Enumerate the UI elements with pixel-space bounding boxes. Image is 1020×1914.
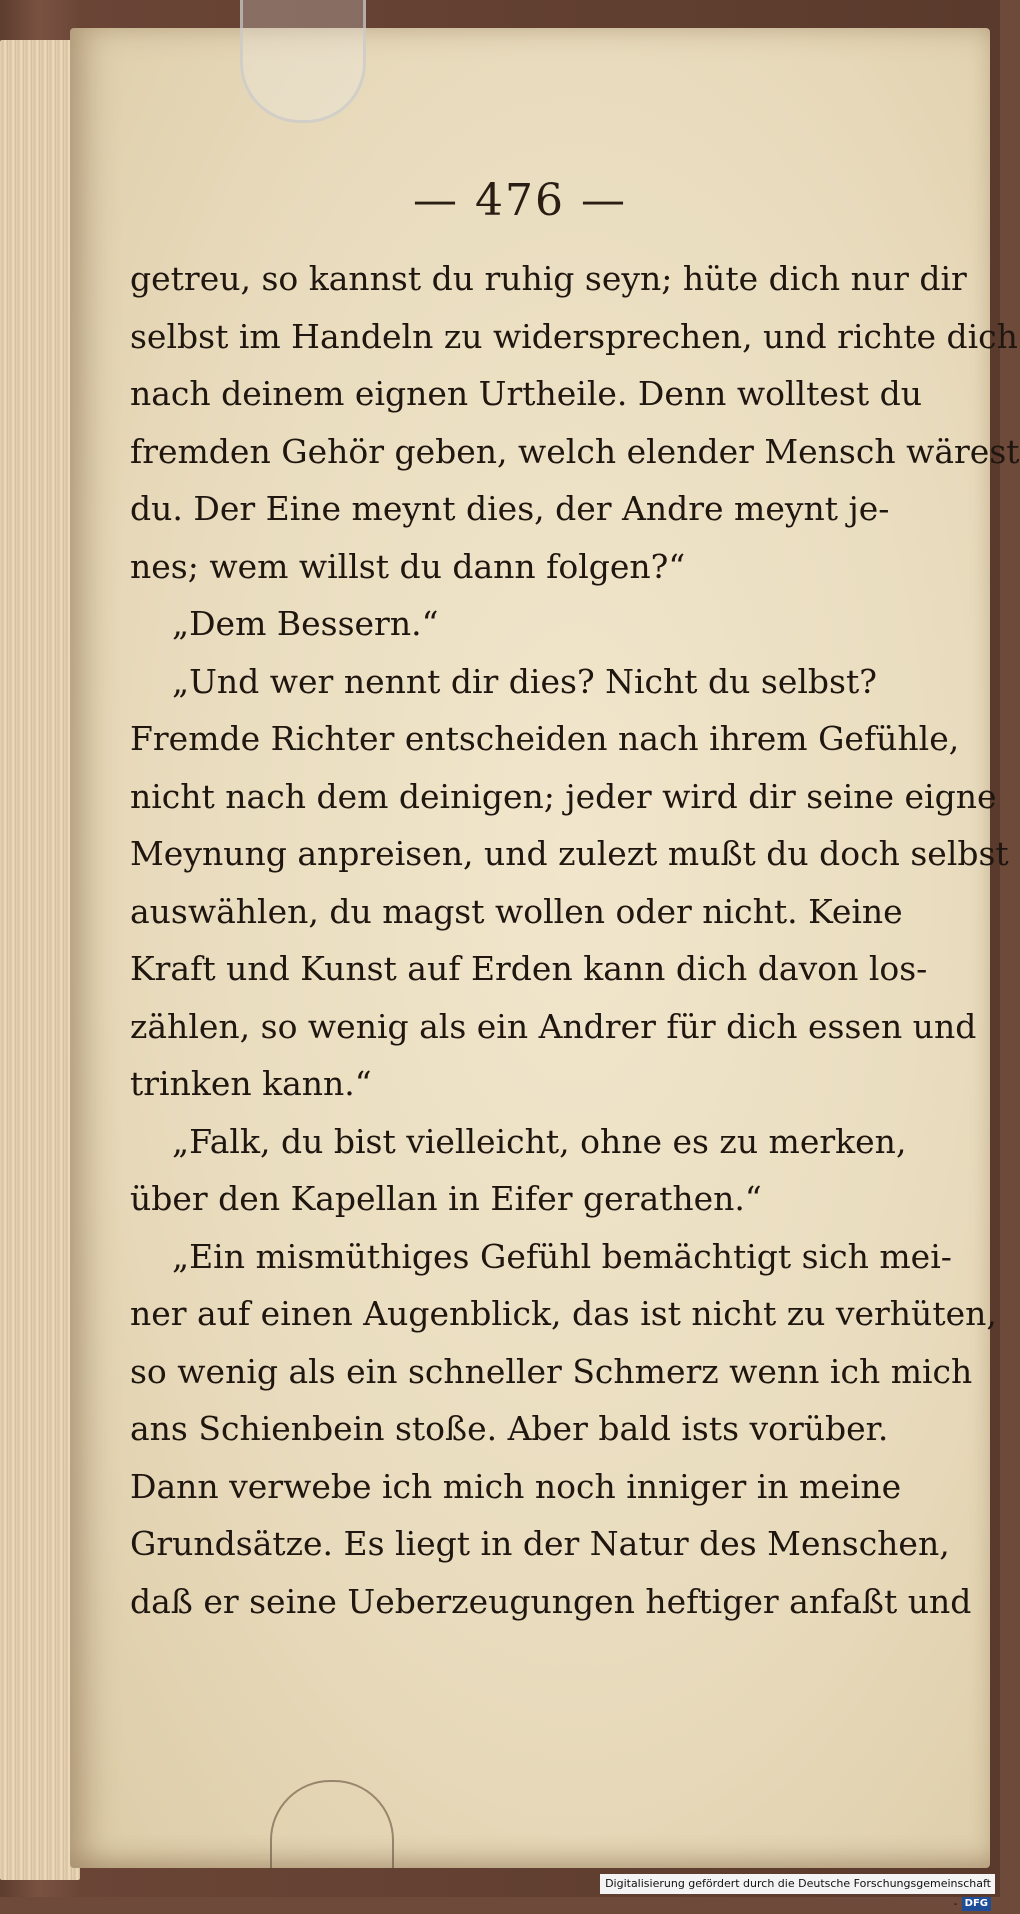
dfg-logo: DFG bbox=[962, 1897, 991, 1911]
text-line: so wenig als ein schneller Schmerz wenn ich mich bbox=[130, 1351, 973, 1391]
text-line: zählen, so wenig als ein Andrer für dich essen und bbox=[130, 1006, 977, 1046]
page-clip bbox=[240, 0, 366, 123]
digitization-credit bbox=[600, 1874, 995, 1910]
text-line: nicht nach dem deinigen; jeder wird dir seine eigne bbox=[130, 776, 997, 816]
text-line: nach deinem eignen Urtheile. Denn wolltest du bbox=[130, 374, 922, 413]
page-edges bbox=[0, 40, 80, 1880]
page-number: — 476 — bbox=[413, 175, 627, 226]
text-line: fremden Gehör geben, welch elender Mensch wärest bbox=[130, 431, 1020, 471]
text-line: ner auf einen Augenblick, das ist nicht zu verhüten, bbox=[130, 1294, 997, 1333]
text-line: „Ein mismüthiges Gefühl bemächtigt sich mei- bbox=[172, 1236, 952, 1276]
text-line: Fremde Richter entscheiden nach ihrem Gefühle, bbox=[130, 719, 960, 758]
text-line: daß er seine Ueberzeugungen heftiger anfaßt und bbox=[130, 1581, 972, 1621]
text-line: nes; wem willst du dann folgen?“ bbox=[130, 546, 686, 586]
text-line: trinken kann.“ bbox=[130, 1064, 372, 1103]
text-line: über den Kapellan in Eifer gerathen.“ bbox=[130, 1179, 762, 1218]
text-line: selbst im Handeln zu widersprechen, und richte dich bbox=[130, 316, 1018, 356]
credit-text: Digitalisierung gefördert durch die Deutsche Forschungsgemeinschaft - bbox=[605, 1877, 991, 1910]
text-line: auswählen, du magst wollen oder nicht. Keine bbox=[130, 891, 903, 931]
text-line: Grundsätze. Es liegt in der Natur des Menschen, bbox=[130, 1524, 950, 1563]
text-line: ans Schienbein stoße. Aber bald ists vorüber. bbox=[130, 1409, 889, 1448]
text-line: „Dem Bessern.“ bbox=[172, 604, 439, 643]
text-line: getreu, so kannst du ruhig seyn; hüte dich nur dir bbox=[130, 259, 967, 298]
text-line: „Und wer nennt dir dies? Nicht du selbst? bbox=[172, 661, 877, 701]
text-line: Meynung anpreisen, und zulezt mußt du doch selbst bbox=[130, 834, 1009, 873]
text-line: Kraft und Kunst auf Erden kann dich davon los- bbox=[130, 949, 928, 988]
body-text bbox=[130, 250, 1020, 1630]
text-line: Dann verwebe ich mich noch inniger in meine bbox=[130, 1466, 902, 1506]
text-line: du. Der Eine meynt dies, der Andre meynt je- bbox=[130, 489, 890, 528]
text-line: „Falk, du bist vielleicht, ohne es zu merken, bbox=[172, 1121, 907, 1161]
